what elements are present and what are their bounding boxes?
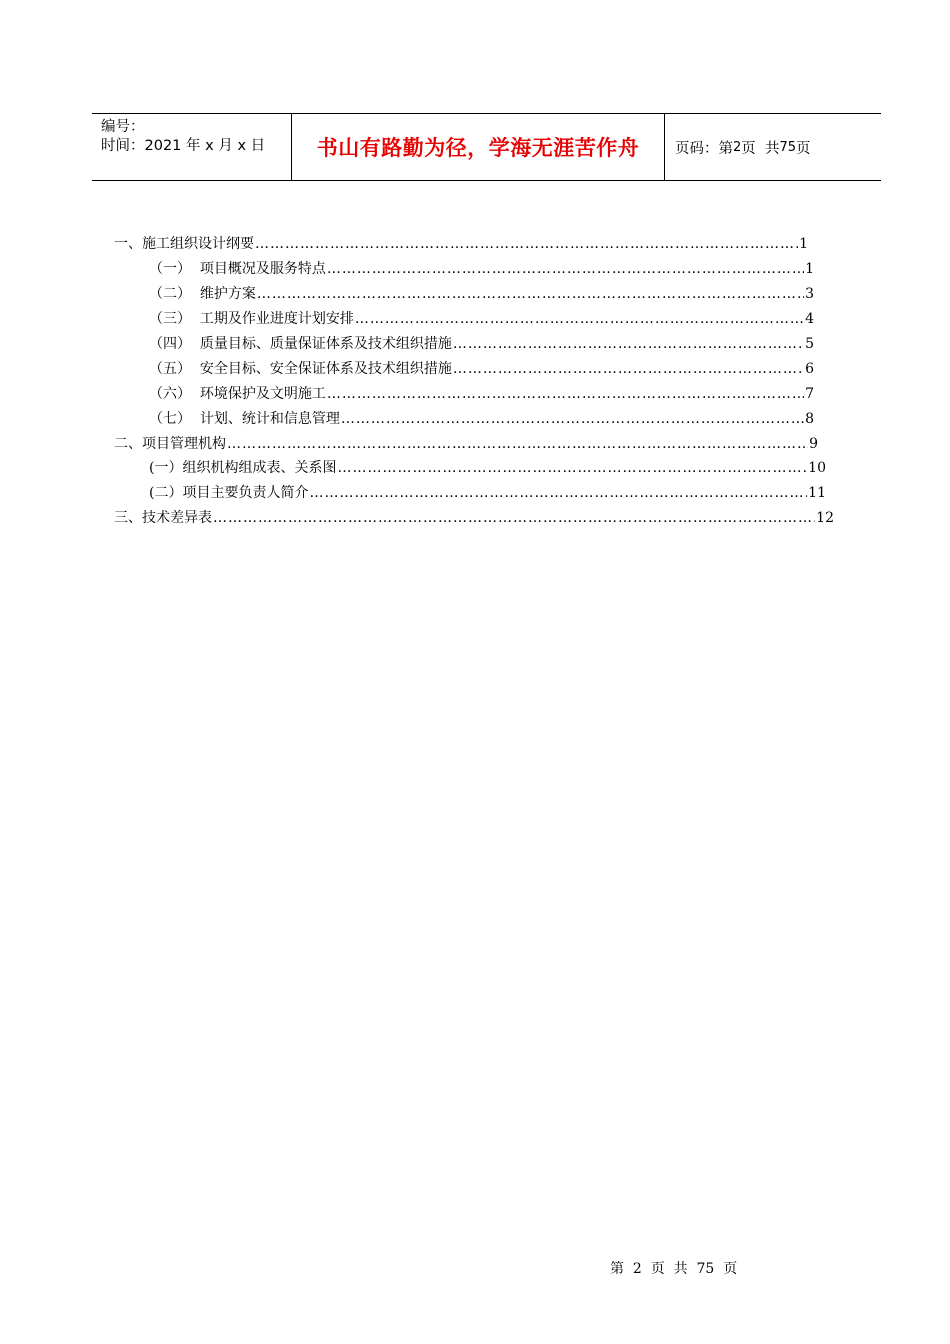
toc-entry-page: 6 — [805, 361, 814, 377]
toc-leader — [213, 510, 815, 526]
toc-entry-page: 12 — [816, 510, 834, 526]
toc-leader — [341, 411, 804, 427]
toc-leader — [453, 361, 804, 377]
toc-entry-page: 5 — [805, 336, 814, 352]
page-current: 2 — [733, 139, 742, 155]
time-label: 时间： — [101, 138, 145, 154]
toc-entry-title: （一） 项目概况及服务特点 — [149, 261, 326, 277]
document-date — [101, 137, 291, 156]
page-mid: 页 共 — [741, 140, 780, 157]
toc-entry[interactable] — [149, 308, 814, 328]
toc-entry[interactable] — [149, 408, 814, 428]
toc-entry[interactable] — [149, 258, 814, 278]
toc-leader — [355, 311, 804, 327]
toc-leader — [337, 460, 807, 476]
header-info-cell — [92, 114, 292, 180]
motto-text: 书山有路勤为径，学海无涯苦作舟 — [316, 136, 640, 160]
day-value: x — [237, 138, 247, 154]
day-unit: 日 — [250, 138, 266, 154]
header-motto-cell — [292, 114, 665, 180]
toc-leader — [453, 336, 804, 352]
toc-entry-title: （七） 计划、统计和信息管理 — [149, 411, 340, 427]
year-unit: 年 — [186, 138, 201, 154]
toc-entry-page: 1 — [805, 261, 814, 277]
toc-entry-title: （四） 质量目标、质量保证体系及技术组织措施 — [149, 336, 452, 352]
toc-leader — [257, 286, 804, 302]
year-value: 2021 — [144, 138, 182, 154]
toc-entry-title: (二）项目主要负责人简介 — [149, 485, 309, 501]
toc-entry-title: （六） 环境保护及文明施工 — [149, 386, 326, 402]
toc-entry[interactable] — [149, 457, 826, 477]
document-code — [101, 118, 291, 137]
toc-entry-title: 一、施工组织设计纲要 — [114, 236, 254, 252]
toc-entry[interactable] — [149, 333, 814, 353]
toc-leader — [327, 261, 804, 277]
toc-leader — [227, 436, 808, 452]
toc-leader — [327, 386, 804, 402]
toc-entry-page: 1 — [799, 236, 808, 252]
toc-entry[interactable] — [114, 433, 818, 453]
month-value: x — [205, 138, 214, 154]
toc-leader — [255, 236, 798, 252]
toc-entry-page: 4 — [805, 311, 814, 327]
page-label: 页码：第 — [675, 140, 733, 157]
toc-entry-title: （二） 维护方案 — [149, 286, 256, 302]
page-footer — [610, 1258, 737, 1278]
toc-entry-title: （五） 安全目标、安全保证体系及技术组织措施 — [149, 361, 452, 377]
toc-entry-title: (一）组织机构组成表、关系图 — [149, 460, 337, 476]
toc-entry-title: 二、项目管理机构 — [114, 436, 226, 452]
code-label: 编号： — [101, 119, 145, 135]
toc-entry[interactable] — [114, 233, 808, 253]
footer-page-number: 第 2 页 共 75 页 — [610, 1261, 738, 1277]
toc-entry-page: 3 — [805, 286, 814, 302]
toc-entry-page: 8 — [805, 411, 814, 427]
page-total: 75 — [779, 139, 797, 155]
toc-entry-page: 10 — [808, 460, 826, 476]
toc-entry-title: 三、技术差异表 — [114, 510, 212, 526]
toc-entry-page: 11 — [808, 485, 826, 501]
toc-entry-page: 7 — [805, 386, 814, 402]
toc-entry-page: 9 — [809, 436, 818, 452]
toc-entry-title: （三） 工期及作业进度计划安排 — [149, 311, 354, 327]
toc-entry[interactable] — [149, 482, 826, 502]
toc-entry[interactable] — [149, 358, 814, 378]
page-header — [92, 113, 881, 181]
page-end: 页 — [796, 140, 811, 157]
toc-entry[interactable] — [149, 283, 814, 303]
header-page-cell — [665, 114, 881, 180]
toc-entry[interactable] — [149, 383, 814, 403]
toc-leader — [309, 485, 807, 501]
toc-entry[interactable] — [114, 507, 834, 527]
month-unit: 月 — [218, 138, 233, 154]
